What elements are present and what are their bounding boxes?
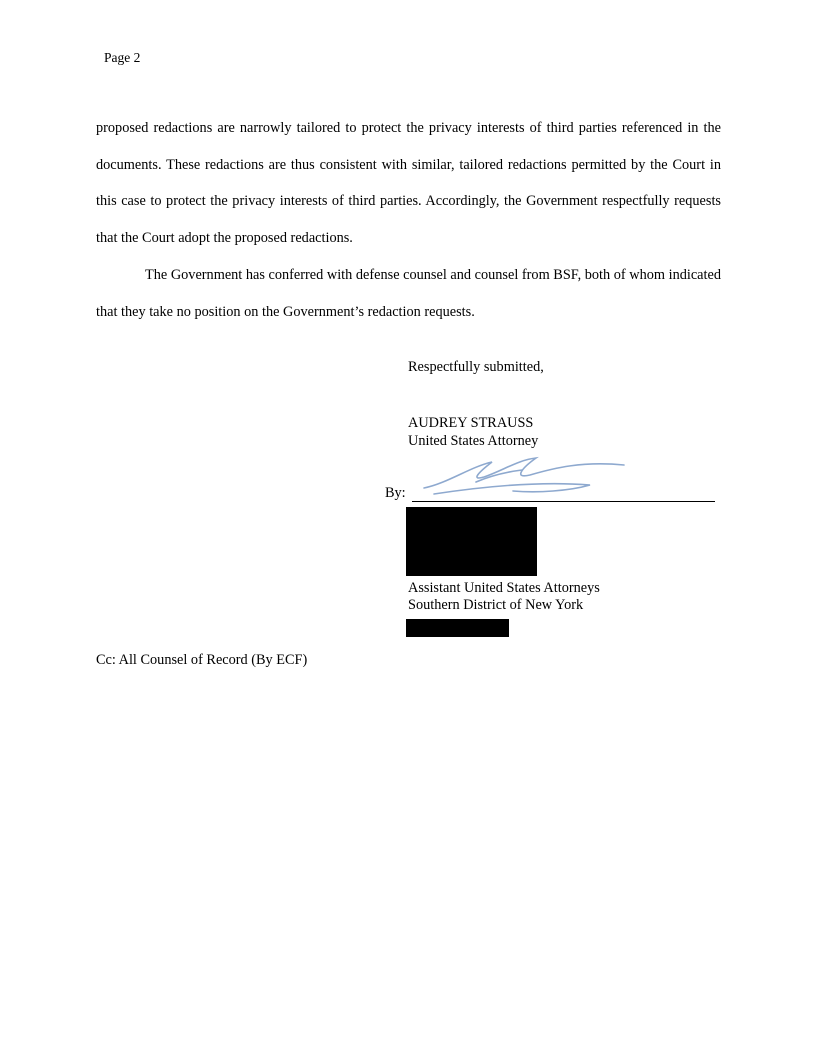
signer-district: Southern District of New York	[408, 597, 584, 614]
by-label: By:	[385, 485, 406, 501]
redaction-box-signer-name	[406, 507, 537, 576]
attorney-name: AUDREY STRAUSS	[408, 415, 534, 431]
paragraph-redactions: proposed redactions are narrowly tailored to protect the privacy interests of third parties referenced in the documents. These redactions are thus consistent with similar, tailored redactions permitted by the Court in this case to protect the privacy interests of third parties. Accordingly, the Government respectfully requests that the Court adopt the proposed redactions.	[96, 120, 721, 247]
by-line	[385, 485, 715, 502]
signature-line	[412, 486, 715, 502]
paragraph-conferral: The Government has conferred with defense counsel and counsel from BSF, both of whom indicated that they take no position on the Government’s redaction requests.	[96, 266, 721, 320]
closing-line: Respectfully submitted,	[408, 359, 544, 375]
office-block	[408, 580, 600, 615]
body-text	[96, 110, 721, 330]
attorney-block	[408, 415, 538, 450]
signer-role: Assistant United States Attorneys	[408, 580, 600, 596]
page-number: Page 2	[104, 50, 141, 65]
redaction-bar-phone	[406, 619, 509, 637]
cc-line: Cc: All Counsel of Record (By ECF)	[96, 652, 308, 668]
attorney-title: United States Attorney	[408, 432, 539, 449]
